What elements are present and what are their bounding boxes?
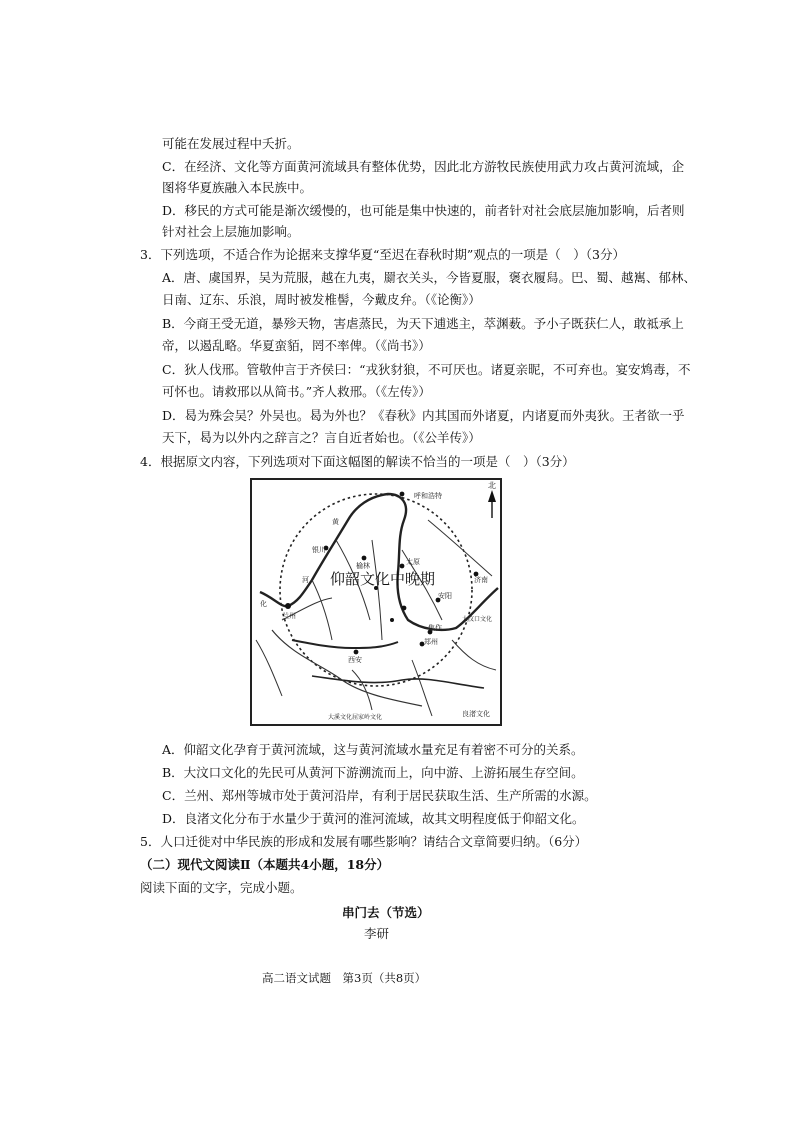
map-label-he: 河 [302,576,309,584]
map-label-zhengzhou: 郑州 [424,638,438,646]
q4-option-b: B．大汶口文化的先民可从黄河下游溯流而上，向中游、上游拓展生存空间。 [162,765,584,780]
map-label-jinan: 济南 [474,576,488,584]
map-label-hua: 化 [260,600,267,608]
map-title: 仰韶文化中晚期 [330,570,436,588]
q5-stem: 5．人口迁徙对中华民族的形成和发展有哪些影响？请结合文章简要归纳。（6分） [140,834,588,849]
q3-stem: 3．下列选项，不适合作为论据来支撑华夏“至迟在春秋时期”观点的一项是（ ）（3分） [140,247,625,262]
article-title: 串门去（节选） [342,905,430,920]
map-label-anyang: 安阳 [438,592,452,600]
map-label-liangzhu: 良渚文化 [462,710,490,718]
map-label-yinchuan: 银川 [312,546,326,554]
map-label-taiyuan: 太原 [406,558,420,566]
q2-option-d-line2: 针对社会上层施加影响。 [162,224,300,239]
q3-option-c-line2: 可怀也。请救邢以从简书。”齐人救邢。（《左传》） [162,384,431,399]
map-label-daxi: 大溪文化屈家岭文化 [328,714,383,721]
yangshao-culture-map [250,478,502,726]
page-footer: 高二语文试题 第3页（共8页） [262,971,427,985]
map-label-hohhot: 呼和浩特 [414,492,442,500]
map-label-yulin: 榆林 [356,562,370,570]
q3-option-a-line1: A．唐、虞国界，吴为荒服，越在九夷，罽衣关头，今皆夏服，褒衣履舄。巴、蜀、越嶲、郁林、 [162,270,697,285]
section-heading: （二）现代文阅读Ⅱ（本题共4小题，18分） [140,857,390,872]
q3-option-d-line2: 天下，曷为以外内之辞言之？言自近者始也。（《公羊传》） [162,430,481,445]
yellow-river [260,494,498,630]
q3-option-d-line1: D．曷为殊会吴？外吴也。曷为外也？《春秋》内其国而外诸夏，内诸夏而外夷狄。王者欲一乎 [162,408,685,423]
q3-option-a-line2: 日南、辽东、乐浪，周时被发椎髻，今戴皮弁。（《论衡》） [162,292,481,307]
q4-option-d: D．良渚文化分布于水量少于黄河的淮河流域，故其文明程度低于仰韶文化。 [162,811,585,826]
reading-instruction: 阅读下面的文字，完成小题。 [140,880,303,895]
map-label-dawenkou: 大汶口文化 [462,616,493,623]
q4-option-c: C．兰州、郑州等城市处于黄河沿岸，有利于居民获取生活、生产所需的水源。 [162,788,597,803]
q4-option-a: A．仰韶文化孕育于黄河流域，这与黄河流域水量充足有着密不可分的关系。 [162,742,584,757]
map-label-jiaozuo: 焦作 [428,624,442,632]
q3-option-b-line1: B．今商王受无道，暴殄天物，害虐蒸民，为天下逋逃主，萃渊薮。予小子既获仁人，敢祗承上 [162,316,684,331]
map-drawing [252,480,500,724]
north-arrow-label: 北 [488,481,496,490]
huai-river [312,676,484,688]
q3-option-c-line1: C．狄人伐邢。管敬仲言于齐侯曰：“戎狄豺狼，不可厌也。诸夏亲昵，不可弃也。宴安鸩毒，不 [162,362,691,377]
map-label-xian: 西安 [348,656,362,664]
article-author: 李研 [364,926,390,941]
q3-option-b-line2: 帝，以遏乱略。华夏蛮貊，罔不率俾。（《尚书》） [162,338,431,353]
q2-option-c-line1: C．在经济、文化等方面黄河流域具有整体优势，因此北方游牧民族使用武力攻占黄河流域，企 [162,159,685,174]
q2-option-b-continued: 可能在发展过程中夭折。 [162,136,300,151]
map-label-huang: 黄 [332,518,339,526]
q2-option-d-line1: D．移民的方式可能是渐次缓慢的，也可能是集中快速的，前者针对社会底层施加影响，后者则 [162,203,685,218]
q4-stem: 4．根据原文内容，下列选项对下面这幅图的解读不恰当的一项是（ ）（3分） [140,454,575,469]
map-label-lanzhou: 兰州 [282,612,296,620]
wei-river [292,640,398,648]
q2-option-c-line2: 图将华夏族融入本民族中。 [162,180,313,195]
